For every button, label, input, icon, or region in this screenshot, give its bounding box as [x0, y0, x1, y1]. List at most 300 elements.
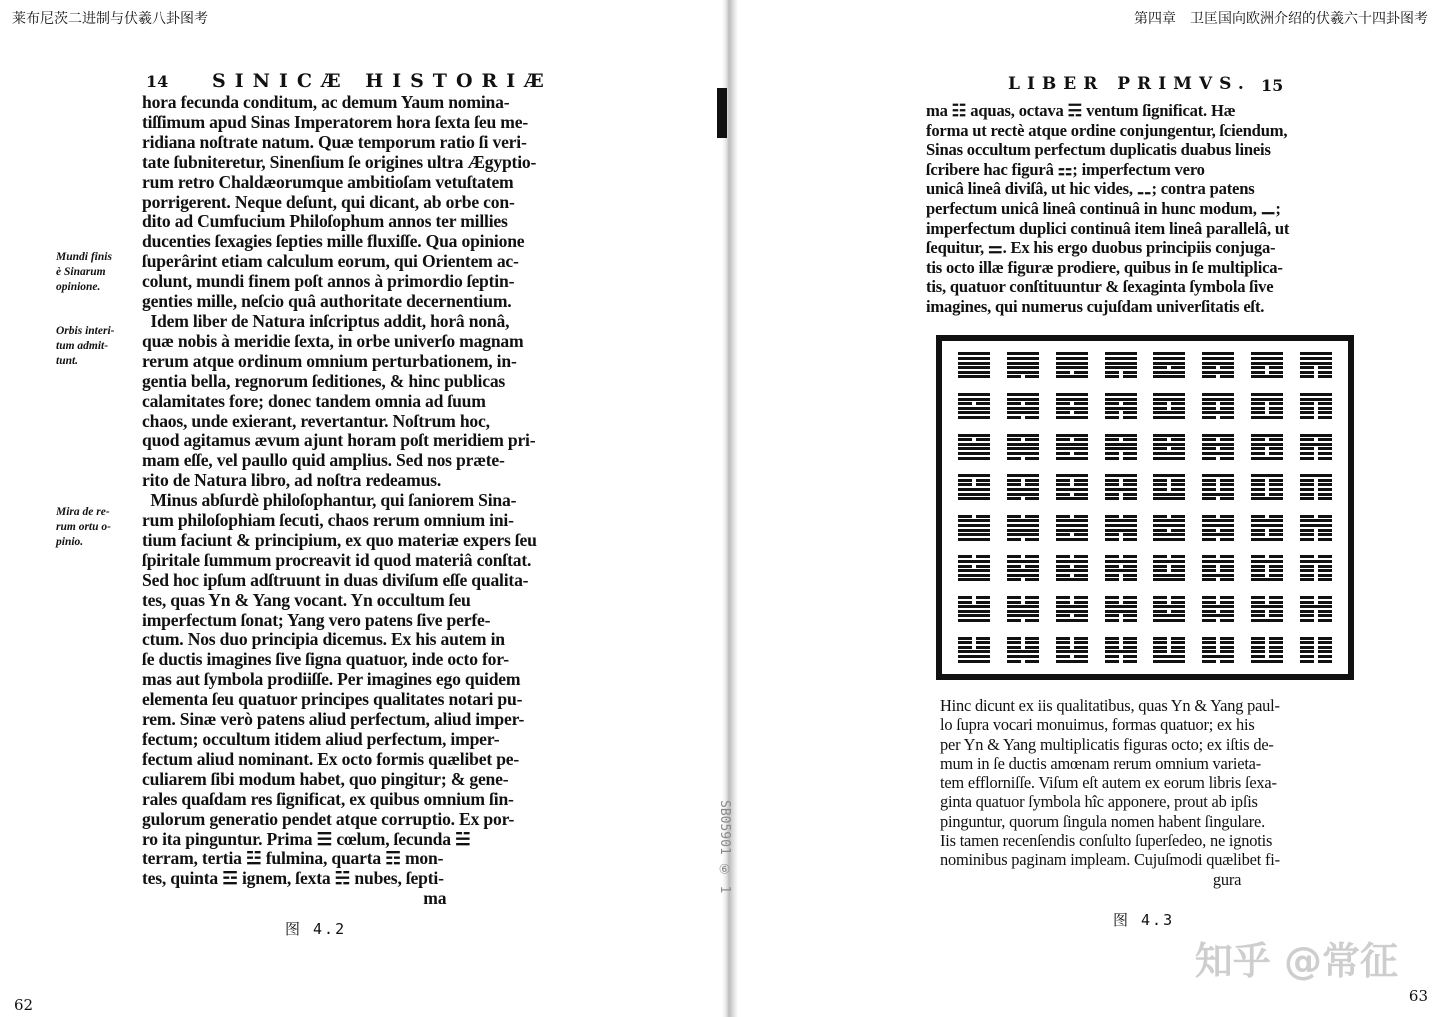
line-segment: [1056, 605, 1088, 608]
yang-line: [1153, 393, 1185, 396]
line-segment: [1318, 578, 1332, 581]
line-segment: [1220, 407, 1234, 410]
yin-line: [1300, 660, 1332, 663]
yang-line: [1105, 366, 1137, 369]
line-segment: [1105, 488, 1137, 491]
yin-line: [1105, 660, 1137, 663]
line-segment: [1074, 641, 1088, 644]
yang-line: [1007, 614, 1039, 617]
yang-line: [958, 497, 990, 500]
right-caption-text: [940, 696, 1280, 889]
yang-line: [1153, 533, 1185, 536]
left-body-line: tes, quas Yn & Yang vocant. Yn occultum ſeu: [142, 589, 471, 610]
yin-line: [1056, 533, 1088, 536]
line-segment: [1300, 565, 1314, 568]
yang-line: [1153, 524, 1185, 527]
line-segment: [1269, 452, 1283, 455]
line-segment: [1318, 515, 1332, 518]
yin-line: [1251, 452, 1283, 455]
yang-line: [958, 366, 990, 369]
line-segment: [1318, 371, 1332, 374]
hexagram-symbol: [1048, 467, 1097, 508]
left-body-line: chaos, unde exierant, revertantur. Noſtrum hoc,: [142, 410, 490, 431]
line-segment: [1007, 452, 1039, 455]
left-body-text: [142, 93, 537, 909]
yin-line: [1300, 457, 1332, 460]
line-segment: [976, 565, 990, 568]
left-body-line: mam eſſe, vel paullo quid amplius. Sed nos præte-: [142, 450, 505, 471]
left-figure-caption: 图 4.2: [285, 920, 347, 938]
line-segment: [1300, 660, 1314, 663]
line-segment: [1105, 596, 1119, 599]
line-segment: [1269, 569, 1283, 572]
line-segment: [1025, 515, 1039, 518]
line-segment: [1202, 488, 1216, 491]
yang-line: [1153, 574, 1185, 577]
line-segment: [1056, 357, 1088, 360]
left-body-line: ducenties ſexagies ſepties mille fluxiſſe. Qua opinione: [142, 231, 525, 252]
yin-line: [1202, 578, 1234, 581]
right-body-line: unicâ lineâ diviſâ, ut hic vides, ⚋; contra patens: [926, 179, 1255, 199]
line-segment: [1220, 578, 1234, 581]
yin-line: [1007, 375, 1039, 378]
line-segment: [1105, 646, 1119, 649]
left-body-line: porrigerent. Neque deſunt, qui dicant, ab orbe con-: [142, 191, 515, 212]
line-segment: [1171, 438, 1185, 441]
line-segment: [1300, 574, 1314, 577]
yang-line: [1251, 605, 1283, 608]
line-segment: [1202, 619, 1216, 622]
line-segment: [1025, 646, 1039, 649]
hexagram-symbol: [1145, 345, 1194, 386]
line-segment: [1105, 483, 1119, 486]
line-segment: [1251, 614, 1265, 617]
yang-line: [1202, 434, 1234, 437]
yang-line: [1300, 352, 1332, 355]
yin-line: [1056, 483, 1088, 486]
hexagram-symbol: [1194, 589, 1243, 630]
line-segment: [958, 533, 990, 536]
line-segment: [958, 402, 972, 405]
line-segment: [1220, 488, 1234, 491]
yin-line: [1007, 601, 1039, 604]
yang-line: [1105, 519, 1137, 522]
yang-line: [1056, 538, 1088, 541]
yang-line: [1202, 371, 1234, 374]
line-segment: [958, 352, 990, 355]
yang-line: [958, 533, 990, 536]
line-segment: [1025, 660, 1039, 663]
line-segment: [1074, 646, 1088, 649]
yang-line: [1056, 434, 1088, 437]
right-caption-line: pinguntur, quorum ſingula nomen habent ſingulare.: [940, 811, 1266, 831]
yang-line: [958, 362, 990, 365]
line-segment: [1123, 655, 1137, 658]
yang-line: [1007, 488, 1039, 491]
yin-line: [958, 601, 990, 604]
line-segment: [958, 479, 972, 482]
line-segment: [1007, 362, 1039, 365]
line-segment: [976, 596, 990, 599]
yang-line: [958, 407, 990, 410]
line-segment: [958, 641, 972, 644]
left-body-line: rem. Sinæ verò patens aliud perfectum, aliud imper-: [142, 709, 525, 730]
line-segment: [1007, 434, 1039, 437]
line-segment: [1318, 660, 1332, 663]
left-body-line: rum philoſophiam ſecuti, chaos rerum omnium ini-: [142, 510, 514, 531]
yin-line: [1300, 596, 1332, 599]
line-segment: [1007, 533, 1039, 536]
line-segment: [1318, 555, 1332, 558]
yang-line: [1153, 660, 1185, 663]
line-segment: [1074, 655, 1088, 658]
line-segment: [1056, 493, 1070, 496]
yin-line: [1300, 601, 1332, 604]
line-segment: [1074, 565, 1088, 568]
yin-line: [1251, 483, 1283, 486]
line-segment: [1007, 596, 1021, 599]
yang-line: [1202, 533, 1234, 536]
hexagram-symbol: [1243, 386, 1292, 427]
yang-line: [1105, 488, 1137, 491]
left-body-line: dito ad Cumfucium Philoſophum annos ter millies: [142, 211, 508, 232]
hexagram-symbol: [1194, 467, 1243, 508]
line-segment: [1171, 610, 1185, 613]
hexagram-symbol: [950, 467, 999, 508]
line-segment: [1220, 660, 1234, 663]
hexagram-symbol: [999, 345, 1048, 386]
yin-line: [1202, 619, 1234, 622]
hexagram-symbol: [1048, 345, 1097, 386]
line-segment: [1074, 596, 1088, 599]
line-segment: [1153, 371, 1185, 374]
hexagram-symbol: [1145, 426, 1194, 467]
yin-line: [958, 646, 990, 649]
yang-line: [1056, 524, 1088, 527]
yin-line: [1007, 538, 1039, 541]
line-segment: [1318, 650, 1332, 653]
yang-line: [1007, 493, 1039, 496]
left-body-line: culiarem ſibi modum habet, quo pingitur; & gene-: [142, 768, 509, 789]
right-caption-line: per Yn & Yang multiplicatis figuras octo; ex iſtis de-: [940, 734, 1274, 754]
yang-line: [1007, 366, 1039, 369]
line-segment: [1025, 479, 1039, 482]
line-segment: [1251, 515, 1265, 518]
line-segment: [1300, 375, 1314, 378]
yin-line: [1300, 533, 1332, 536]
line-segment: [1007, 411, 1039, 414]
line-segment: [1269, 493, 1283, 496]
yin-line: [1202, 596, 1234, 599]
line-segment: [1123, 565, 1137, 568]
left-body-line: Idem liber de Natura inſcriptus addit, horâ nonâ,: [142, 310, 510, 331]
line-segment: [976, 555, 990, 558]
yang-line: [1105, 398, 1137, 401]
yang-line: [1056, 357, 1088, 360]
line-segment: [1123, 457, 1137, 460]
line-segment: [1251, 637, 1265, 640]
line-segment: [1269, 641, 1283, 644]
yin-line: [1300, 493, 1332, 496]
line-segment: [1220, 641, 1234, 644]
yin-line: [1300, 655, 1332, 658]
line-segment: [1269, 515, 1283, 518]
yin-line: [1105, 371, 1137, 374]
right-caption-line: Hinc dicunt ex iis qualitatibus, quas Yn & Yang paul-: [940, 696, 1280, 715]
line-segment: [1300, 533, 1314, 536]
line-segment: [1300, 614, 1314, 617]
hexagram-symbol: [999, 426, 1048, 467]
yang-line: [1153, 416, 1185, 419]
line-segment: [1105, 443, 1137, 446]
yang-line: [1007, 398, 1039, 401]
right-body-text: [926, 101, 1289, 317]
yin-line: [1153, 641, 1185, 644]
yang-line: [958, 375, 990, 378]
left-folio: 14: [146, 72, 169, 91]
line-segment: [1269, 366, 1283, 369]
line-segment: [1251, 393, 1283, 396]
line-segment: [1202, 402, 1216, 405]
line-segment: [1251, 474, 1283, 477]
line-segment: [1105, 457, 1119, 460]
yang-line: [1153, 578, 1185, 581]
left-body-line: ma: [142, 888, 447, 909]
yang-line: [1153, 605, 1185, 608]
line-segment: [1105, 402, 1119, 405]
yin-line: [1153, 529, 1185, 532]
line-segment: [1007, 610, 1039, 613]
yin-line: [1056, 596, 1088, 599]
line-segment: [1123, 619, 1137, 622]
line-segment: [958, 407, 990, 410]
line-segment: [1300, 650, 1314, 653]
line-segment: [1251, 398, 1283, 401]
right-body-line: tis, quatuor conſtituuntur & ſexaginta ſymbola ſive: [926, 277, 1274, 297]
yin-line: [1153, 569, 1185, 572]
line-segment: [958, 574, 990, 577]
left-body-line: terram, tertia ☳ fulmina, quarta ☶ mon-: [142, 848, 444, 869]
yin-line: [1007, 497, 1039, 500]
yin-line: [1056, 438, 1088, 441]
yang-line: [1105, 352, 1137, 355]
yin-line: [1007, 416, 1039, 419]
yang-line: [1300, 362, 1332, 365]
yin-line: [1105, 538, 1137, 541]
line-segment: [1269, 601, 1283, 604]
line-segment: [1007, 493, 1039, 496]
yin-line: [1251, 515, 1283, 518]
yang-line: [1251, 362, 1283, 365]
line-segment: [1251, 533, 1265, 536]
yang-line: [1153, 352, 1185, 355]
yang-line: [1251, 416, 1283, 419]
line-segment: [1025, 538, 1039, 541]
line-segment: [1251, 375, 1283, 378]
line-segment: [1318, 610, 1332, 613]
left-body-line: tes, quinta ☲ ignem, ſexta ☵ nubes, ſepti-: [142, 868, 444, 889]
line-segment: [1300, 605, 1332, 608]
line-segment: [1251, 493, 1265, 496]
left-body-line: gulorum generatio pendet atque corruptio. Ex por-: [142, 808, 515, 829]
line-segment: [1251, 443, 1283, 446]
line-segment: [1123, 416, 1137, 419]
yang-line: [1007, 610, 1039, 613]
yin-line: [1056, 646, 1088, 649]
line-segment: [1056, 519, 1088, 522]
line-segment: [1105, 619, 1119, 622]
yin-line: [1056, 574, 1088, 577]
left-body-line: quod agitamus ævum ajunt horam poſt meridiem pri-: [142, 430, 536, 451]
hexagram-symbol: [1243, 589, 1292, 630]
hexagram-symbol: [1048, 426, 1097, 467]
yin-line: [958, 641, 990, 644]
line-segment: [1007, 357, 1039, 360]
line-segment: [1105, 538, 1119, 541]
yang-line: [1105, 569, 1137, 572]
line-segment: [1153, 596, 1167, 599]
yang-line: [1251, 457, 1283, 460]
line-segment: [1153, 655, 1185, 658]
yang-line: [1300, 434, 1332, 437]
line-segment: [1202, 555, 1216, 558]
hexagram-symbol: [1291, 548, 1340, 589]
line-segment: [958, 569, 990, 572]
line-segment: [958, 416, 990, 419]
left-body-line: genties mille, neſcio quâ authoritate decernentium.: [142, 291, 512, 312]
line-segment: [1202, 660, 1216, 663]
yang-line: [1056, 352, 1088, 355]
yang-line: [1251, 660, 1283, 663]
right-body-line: tis octo illæ figuræ prodiere, quibus in ſe multiplica-: [926, 257, 1283, 277]
line-segment: [1105, 601, 1119, 604]
line-segment: [1056, 474, 1088, 477]
yin-line: [1202, 637, 1234, 640]
line-segment: [1056, 565, 1070, 568]
line-segment: [976, 515, 990, 518]
yin-line: [1251, 529, 1283, 532]
yin-line: [1007, 402, 1039, 405]
line-segment: [1171, 650, 1185, 653]
yin-line: [1153, 447, 1185, 450]
line-segment: [1202, 366, 1216, 369]
yin-line: [1251, 411, 1283, 414]
yang-line: [1105, 407, 1137, 410]
yin-line: [1202, 483, 1234, 486]
line-segment: [1025, 596, 1039, 599]
hexagram-symbol: [1096, 629, 1145, 670]
yang-line: [1251, 519, 1283, 522]
gutter-mark: [717, 88, 727, 138]
yin-line: [1202, 641, 1234, 644]
hexagram-symbol: [1194, 386, 1243, 427]
line-segment: [1269, 596, 1283, 599]
line-segment: [1056, 515, 1070, 518]
yang-line: [958, 447, 990, 450]
line-segment: [1153, 398, 1185, 401]
yang-line: [1105, 610, 1137, 613]
line-segment: [1153, 529, 1167, 532]
line-segment: [1300, 610, 1314, 613]
hexagram-symbol: [1145, 629, 1194, 670]
line-segment: [1300, 407, 1314, 410]
hexagram-symbol: [1096, 508, 1145, 549]
yin-line: [1105, 637, 1137, 640]
yin-line: [1202, 601, 1234, 604]
line-segment: [1105, 515, 1119, 518]
left-body-line: ctum. Nos duo principia dicemus. Ex his autem in: [142, 629, 505, 650]
line-segment: [1025, 619, 1039, 622]
line-segment: [1318, 614, 1332, 617]
line-segment: [1105, 655, 1119, 658]
yin-line: [1251, 533, 1283, 536]
line-segment: [1202, 352, 1234, 355]
line-segment: [1251, 402, 1265, 405]
yin-line: [1300, 515, 1332, 518]
left-body-line: tium faciunt & principium, ex quo materiæ expers ſeu: [142, 529, 537, 550]
yang-line: [1251, 538, 1283, 541]
line-segment: [1202, 411, 1234, 414]
yang-line: [1202, 452, 1234, 455]
hexagram-symbol: [1096, 548, 1145, 589]
line-segment: [1251, 371, 1265, 374]
line-segment: [1153, 483, 1167, 486]
yang-line: [1056, 447, 1088, 450]
line-segment: [1300, 619, 1314, 622]
line-segment: [1202, 605, 1234, 608]
hexagram-symbol: [1048, 508, 1097, 549]
yang-line: [1007, 371, 1039, 374]
yin-line: [1251, 637, 1283, 640]
line-segment: [1318, 619, 1332, 622]
yang-line: [1056, 497, 1088, 500]
line-segment: [1300, 393, 1332, 396]
line-segment: [1025, 578, 1039, 581]
line-segment: [1171, 637, 1185, 640]
line-segment: [1056, 402, 1070, 405]
line-segment: [1202, 529, 1216, 532]
yin-line: [1105, 452, 1137, 455]
yang-line: [1056, 443, 1088, 446]
line-segment: [1300, 524, 1332, 527]
line-segment: [1318, 533, 1332, 536]
line-segment: [1171, 641, 1185, 644]
hexagram-symbol: [999, 386, 1048, 427]
line-segment: [1123, 452, 1137, 455]
line-segment: [1074, 402, 1088, 405]
left-body-line: ſpiritale ſummum procreavit id quod materiâ conſtat.: [142, 549, 532, 570]
line-segment: [1105, 407, 1137, 410]
line-segment: [1025, 641, 1039, 644]
yin-line: [1251, 614, 1283, 617]
yang-line: [1007, 574, 1039, 577]
yang-line: [1300, 443, 1332, 446]
yin-line: [958, 555, 990, 558]
line-segment: [1153, 601, 1167, 604]
line-segment: [1153, 411, 1185, 414]
yang-line: [1007, 447, 1039, 450]
yin-line: [1007, 660, 1039, 663]
line-segment: [1251, 416, 1283, 419]
yang-line: [1202, 519, 1234, 522]
line-segment: [1300, 578, 1314, 581]
right-page: [736, 0, 1440, 1017]
line-segment: [976, 637, 990, 640]
yin-line: [1056, 515, 1088, 518]
yang-line: [958, 452, 990, 455]
yin-line: [1300, 619, 1332, 622]
yang-line: [1056, 457, 1088, 460]
